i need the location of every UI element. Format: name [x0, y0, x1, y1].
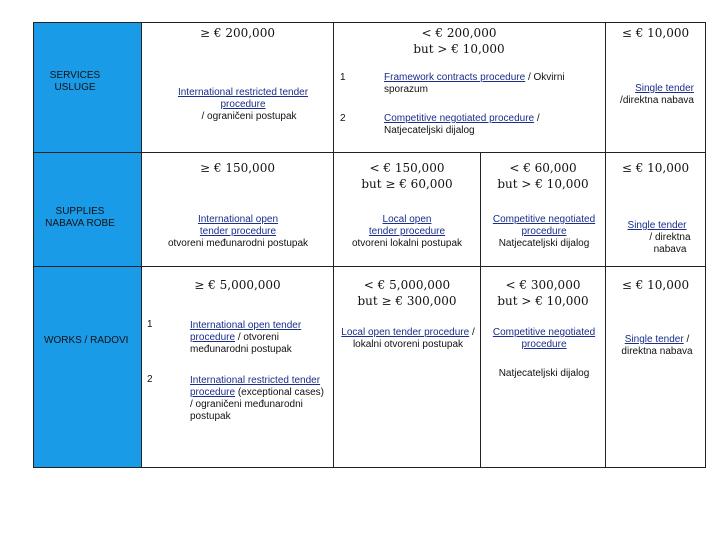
supplies-single-tender-link[interactable]: Single tender [627, 220, 687, 231]
works-item-2-number: 2 [147, 374, 153, 385]
supplies-label-local: NABAVA ROBE [45, 218, 115, 229]
works-competitive-link[interactable]: Competitive negotiated procedure [492, 327, 596, 350]
supplies-category-label [40, 206, 120, 230]
supplies-header-col2 [334, 160, 480, 192]
col-divider-3 [605, 152, 606, 468]
works-header-col2-line2: but ≥ € 300,000 [357, 294, 457, 308]
works-local-open-local: / lokalni otvoreni postupak [352, 327, 475, 350]
works-item-1-local: / otvoreni međunarodni postupak [190, 332, 292, 355]
works-local-open [340, 327, 476, 351]
services-header-col2-line2: but > € 10,000 [413, 42, 505, 56]
works-competitive-local: Natjecateljski dijalog [498, 368, 590, 379]
services-item-2-number: 2 [340, 113, 346, 124]
services-single-tender-link[interactable]: Single tender [635, 83, 694, 94]
services-international-restricted-local: / ograničeni postupak [201, 111, 297, 122]
services-item-1-link[interactable]: Framework contracts procedure [384, 72, 526, 83]
supplies-header-col1: ≥ € 150,000 [200, 161, 275, 175]
supplies-competitive-local: Natjecateljski dijalog [498, 238, 590, 249]
services-item-2-link[interactable]: Competitive negotiated procedure [384, 113, 535, 124]
works-single-tender-local: / direktna nabava [621, 334, 693, 357]
works-item-1 [190, 320, 330, 356]
works-header-col1: ≥ € 5,000,000 [194, 278, 281, 292]
supplies-single-tender-local: / direktna nabava [649, 232, 691, 255]
works-item-1-number: 1 [147, 319, 153, 330]
works-header-col2 [334, 277, 480, 309]
supplies-header-col3 [481, 160, 605, 192]
supplies-label-en: SUPPLIES [55, 206, 105, 217]
supplies-international-open-local: otvoreni međunarodni postupak [167, 238, 309, 249]
services-label-en: SERVICES [49, 70, 101, 81]
services-item-2 [384, 113, 599, 137]
supplies-single-tender [612, 220, 702, 256]
works-header-col3 [481, 277, 605, 309]
supplies-international-open [152, 214, 324, 250]
services-item-1 [384, 72, 599, 96]
services-header-col2 [334, 25, 584, 57]
supplies-competitive [485, 214, 603, 250]
works-header-col4: ≤ € 10,000 [621, 278, 690, 292]
services-header-col1: ≥ € 200,000 [200, 26, 275, 40]
services-single-tender [610, 83, 694, 107]
col-divider-category [141, 22, 142, 468]
supplies-local-open-local: otvoreni lokalni postupak [351, 238, 463, 249]
services-item-1-local: / Okvirni sporazum [384, 72, 565, 95]
services-label-local: USLUGE [54, 82, 96, 93]
supplies-header-col2-line1: < € 150,000 [369, 161, 445, 175]
supplies-competitive-link[interactable]: Competitive negotiated procedure [492, 214, 596, 237]
works-item-1-link[interactable]: International open tender procedure [190, 320, 302, 343]
works-item-2-link[interactable]: International restricted tender procedure [190, 375, 321, 398]
table-border-right [705, 22, 706, 468]
works-competitive [485, 327, 603, 380]
works-item-2-local: (exceptional cases) / ograničeni međunarodni postupak [190, 387, 324, 422]
works-header-col3-line1: < € 300,000 [505, 278, 581, 292]
works-single-tender-link[interactable]: Single tender [624, 334, 684, 345]
supplies-international-open-link[interactable]: International open tender procedure [197, 214, 279, 237]
works-item-2 [190, 375, 325, 423]
services-header-col2-line1: < € 200,000 [421, 26, 497, 40]
supplies-header-col3-line1: < € 60,000 [509, 161, 577, 175]
supplies-header-col2-line2: but ≥ € 60,000 [361, 177, 453, 191]
table-border-left [33, 22, 34, 468]
supplies-header-col3-line2: but > € 10,000 [497, 177, 589, 191]
supplies-local-open-link[interactable]: Local open tender procedure [368, 214, 446, 237]
services-header-col3: ≤ € 10,000 [621, 26, 690, 40]
supplies-local-open [338, 214, 476, 250]
works-single-tender [612, 334, 702, 358]
works-header-col3-line2: but > € 10,000 [497, 294, 589, 308]
services-category-label [40, 70, 110, 94]
services-international-restricted-link[interactable]: International restricted tender procedure [177, 87, 309, 110]
services-item-1-number: 1 [340, 72, 346, 83]
col-divider-2 [480, 152, 481, 468]
works-category-label: WORKS / RADOVI [44, 335, 129, 346]
services-single-tender-local: /direktna nabava [620, 95, 694, 106]
col-divider-1 [333, 22, 334, 468]
works-header-col2-line1: < € 5,000,000 [363, 278, 451, 292]
works-local-open-link[interactable]: Local open tender procedure [341, 327, 470, 338]
supplies-header-col4: ≤ € 10,000 [621, 161, 690, 175]
col-divider-services-3 [605, 22, 606, 153]
services-international-restricted [172, 87, 314, 123]
services-item-2-local: / Natjecateljski dijalog [384, 113, 540, 136]
